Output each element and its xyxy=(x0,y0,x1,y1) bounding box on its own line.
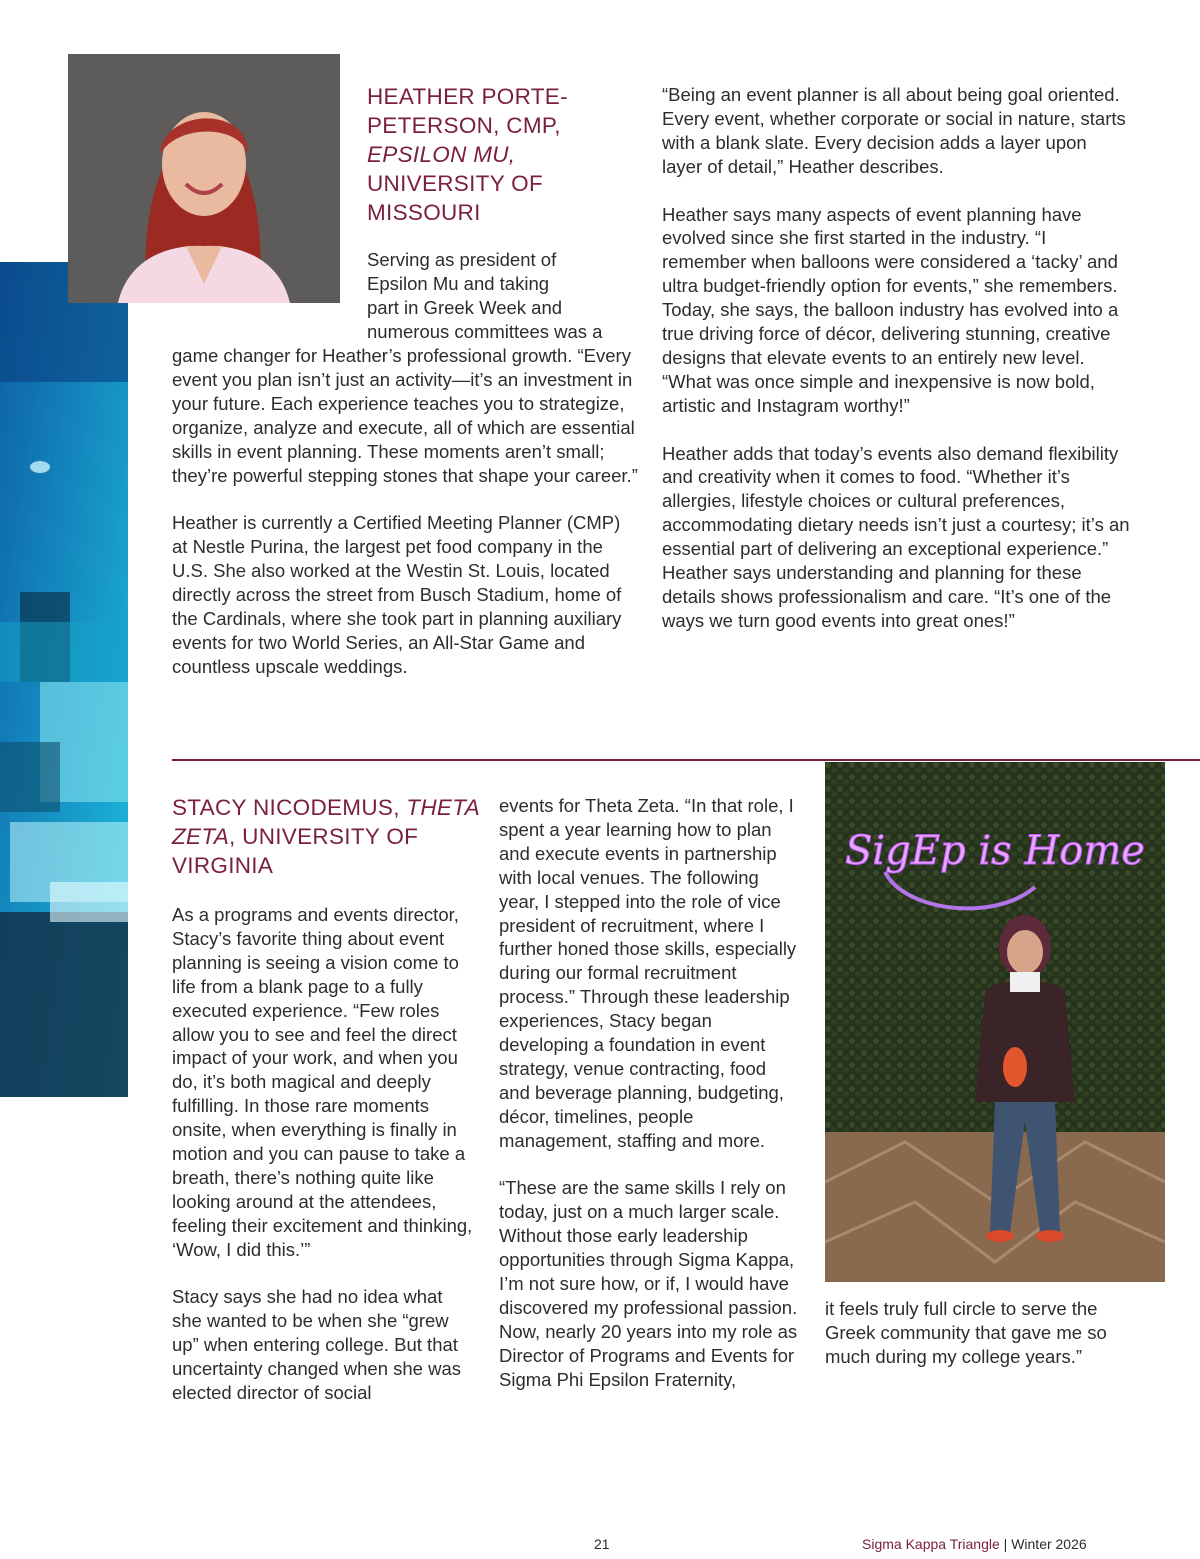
heading-text: , UNIVERSITY OF xyxy=(229,824,419,849)
stacy-column-2 xyxy=(499,794,799,1392)
chapter-name: THETA xyxy=(406,795,480,820)
paragraph: Heather is currently a Certified Meeting Planner (CMP) at Nestle Purina, the largest pet food company in the U.S. She also worked at the Westin St. Louis, located directly across the street from Busch Stadium, home of the Cardinals, where she took part in planning auxiliary events for two World Series, an All-Star Game and countless upscale weddings. xyxy=(172,512,622,677)
heading-chapter xyxy=(367,140,627,169)
heading-line xyxy=(172,822,492,851)
heading-text: STACY NICODEMUS, xyxy=(172,795,407,820)
venue-photo xyxy=(0,262,128,1097)
stacy-heading xyxy=(172,793,492,880)
text-line: part in Greek Week and xyxy=(367,296,563,318)
heading-line xyxy=(172,793,492,822)
paragraph: Heather adds that today’s events also demand flexibility and creativity when it comes to food. “Whether it’s allergies, lifestyle choices or cultural preferences, accommodating dietary needs isn’t just a courtesy; it’s an essential part of delivering an exceptional experience.” Heather says understanding and planning for these details shows professionalism and care. “It’s one of the ways we turn good events into great ones!” xyxy=(662,442,1130,631)
footer-separator: | xyxy=(1003,1536,1008,1552)
venue-illustration xyxy=(0,262,128,1097)
page-number: 21 xyxy=(594,1536,610,1552)
paragraph: “These are the same skills I rely on today, just on a much larger scale. Without those early leadership opportunities through Sigma Kappa, I’m not sure how, or if, I would have discovered my professional passion. Now, nearly 20 years into my role as Director of Programs and Events for Sigma Phi Epsilon Fraternity, xyxy=(499,1177,798,1390)
heather-heading xyxy=(367,82,627,227)
neon-sign-text: SigEp is Home xyxy=(845,828,1145,874)
text-line: numerous committees was a xyxy=(367,320,603,342)
paragraph: As a programs and events director, Stacy’s favorite thing about event planning is seeing a vision come to life from a blank page to a fully executed experience. “Few roles allow you to see and feel the direct impact of your work, and when you do, it’s both magical and deeply fulfilling. In those rare moments onsite, when everything is finally in motion and you can pause to take a breath, there’s nothing quite like looking around at the attendees, feeling their excitement and thinking, ‘Wow, I did this.’” xyxy=(172,904,473,1260)
heading-line: UNIVERSITY OF xyxy=(367,171,544,196)
paragraph: “Being an event planner is all about being goal oriented. Every event, whether corporate or social in nature, starts with a blank slate. Every decision adds a layer upon layer of detail,” Heather describes. xyxy=(662,84,1126,177)
section-divider xyxy=(172,759,1200,761)
footer-publication xyxy=(862,1536,1087,1552)
heading-line: VIRGINIA xyxy=(172,853,274,878)
paragraph: Stacy says she had no idea what she wanted to be when she “grew up” when entering college. But that uncertainty changed when she was elected director of social xyxy=(172,1286,461,1404)
paragraph: Heather says many aspects of event planning have evolved since she first started in the industry. “I remember when balloons were considered a ‘tacky’ and ultra budget-friendly option for events,” she remembers. Today, she says, the balloon industry has evolved into a true driving force of décor, delivering stunning, creative designs that elevate events to an entirely new level. “What was once simple and inexpensive is now bold, artistic and Instagram worthy!” xyxy=(662,203,1119,416)
paragraph: it feels truly full circle to serve the Greek community that gave me so much during my college years.” xyxy=(825,1298,1107,1367)
paragraph: game changer for Heather’s professional growth. “Every event you plan isn’t just an activity—it’s an investment in your future. Each experience teaches you to strategize, organize, analyze and execute, all of which are essential skills in event planning. These moments aren’t small; they’re powerful stepping stones that shape your career.” xyxy=(172,345,638,486)
publication-name: Sigma Kappa Triangle xyxy=(862,1536,1000,1552)
paragraph: events for Theta Zeta. “In that role, I spent a year learning how to plan and execute events in partnership with local venues. The following year, I stepped into the role of vice president of recruitment, where I further honed those skills, especially during our formal recruitment process.” Through these leadership experiences, Stacy began developing a foundation in event strategy, venue contracting, food and beverage planning, budgeting, décor, timelines, people management, staffing and more. xyxy=(499,795,797,1151)
heather-portrait-photo xyxy=(68,54,340,303)
stacy-column-1 xyxy=(172,903,474,1405)
portrait-illustration xyxy=(68,54,340,303)
heather-left-column xyxy=(172,344,640,679)
heather-intro-lines xyxy=(367,248,632,344)
text-line: Serving as president of xyxy=(367,249,557,270)
stacy-sigep-photo xyxy=(825,762,1165,1282)
heading-line: HEATHER PORTE- xyxy=(367,84,568,109)
sigep-illustration xyxy=(825,762,1165,1282)
heather-right-column xyxy=(662,83,1130,633)
issue-label: Winter 2026 xyxy=(1011,1536,1087,1552)
stacy-column-3 xyxy=(825,1297,1145,1369)
chapter-name: ZETA xyxy=(172,824,230,849)
heading-line: MISSOURI xyxy=(367,200,481,225)
text-line: Epsilon Mu and taking xyxy=(367,272,550,294)
heading-line: PETERSON, CMP, xyxy=(367,113,561,138)
chapter-name: EPSILON MU, xyxy=(367,142,516,167)
